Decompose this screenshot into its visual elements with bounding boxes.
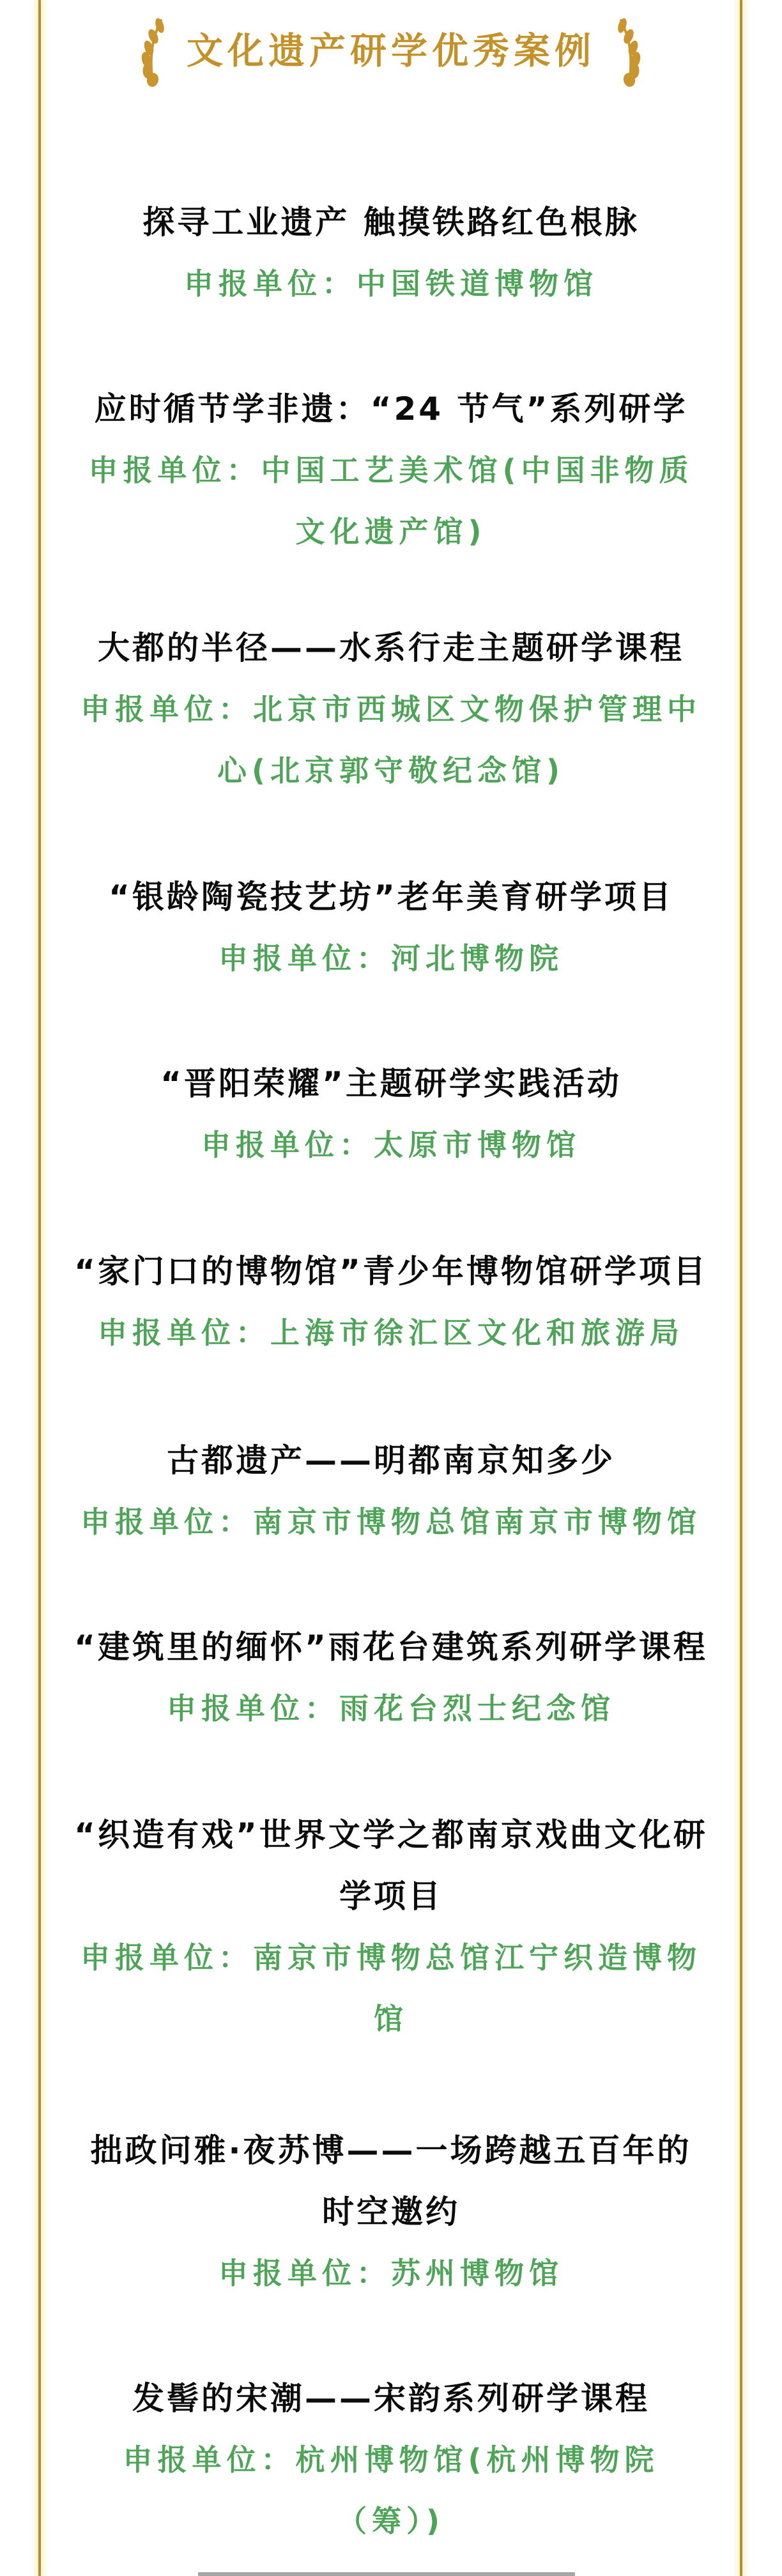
case-org: 申报单位：雨花台烈士纪念馆 [167,1691,615,1726]
case-org: 馆 [374,2002,408,2036]
case-title: 发髻的宋潮——宋韵系列研学课程 [132,2380,650,2417]
case-org: 申报单位：中国铁道博物馆 [184,266,598,301]
case-entry [40,617,742,801]
case-title: “银龄陶瓷技艺坊”老年美育研学项目 [109,878,673,916]
case-entry [40,2368,742,2552]
case-title: 古都遗产——明都南京知多少 [167,1442,615,1479]
case-entry [40,866,742,989]
case-title: 拙政问雅·夜苏博——一场跨越五百年的 [90,2132,692,2169]
case-title: “建筑里的缅怀”雨花台建筑系列研学课程 [74,1629,708,1666]
case-title: “家门口的博物馆”青少年博物馆研学项目 [74,1253,708,1290]
case-org: （筹）) [337,2504,445,2538]
case-entry [40,1430,742,1552]
case-title: 探寻工业遗产 触摸铁路红色根脉 [142,204,640,241]
case-org: 申报单位：南京市博物总馆江宁织造博物 [80,1940,702,1975]
case-entry [40,1053,742,1176]
case-title: 应时循节学非遗：“24 节气”系列研学 [94,390,688,427]
case-org: 申报单位：河北博物院 [218,941,564,976]
case-org: 申报单位：中国工艺美术馆(中国非物质 [88,453,694,487]
page-header [40,13,742,89]
case-entry [40,192,742,314]
case-title: “晋阳荣耀”主题研学实践活动 [160,1065,622,1102]
page-title: 文化遗产研学优秀案例 [187,30,595,72]
case-org: 心(北京郭守敬纪念馆) [217,753,565,788]
case-org: 申报单位：北京市西城区文物保护管理中 [80,692,702,726]
case-entry [40,1241,742,1363]
case-entry [40,2120,742,2304]
case-entry [40,1804,742,2050]
cropped-next-title-top [198,2572,575,2576]
laurel-branch-icon [132,15,170,87]
case-org: 申报单位：苏州博物馆 [218,2256,564,2290]
case-title: “织造有戏”世界文学之都南京戏曲文化研 [74,1816,708,1853]
case-org: 申报单位：南京市博物总馆南京市博物馆 [80,1505,702,1539]
case-org: 申报单位：太原市博物馆 [201,1128,581,1162]
case-org: 申报单位：上海市徐汇区文化和旅游局 [98,1315,684,1350]
case-org: 文化遗产馆) [295,514,487,549]
case-title: 大都的半径——水系行走主题研学课程 [98,629,684,666]
case-entry [40,378,742,562]
laurel-branch-icon [612,15,650,87]
case-title: 时空邀约 [322,2193,460,2230]
case-org: 申报单位：杭州博物馆(杭州博物院 [123,2442,659,2477]
case-title: 学项目 [339,1878,443,1915]
case-entry [40,1616,742,1739]
